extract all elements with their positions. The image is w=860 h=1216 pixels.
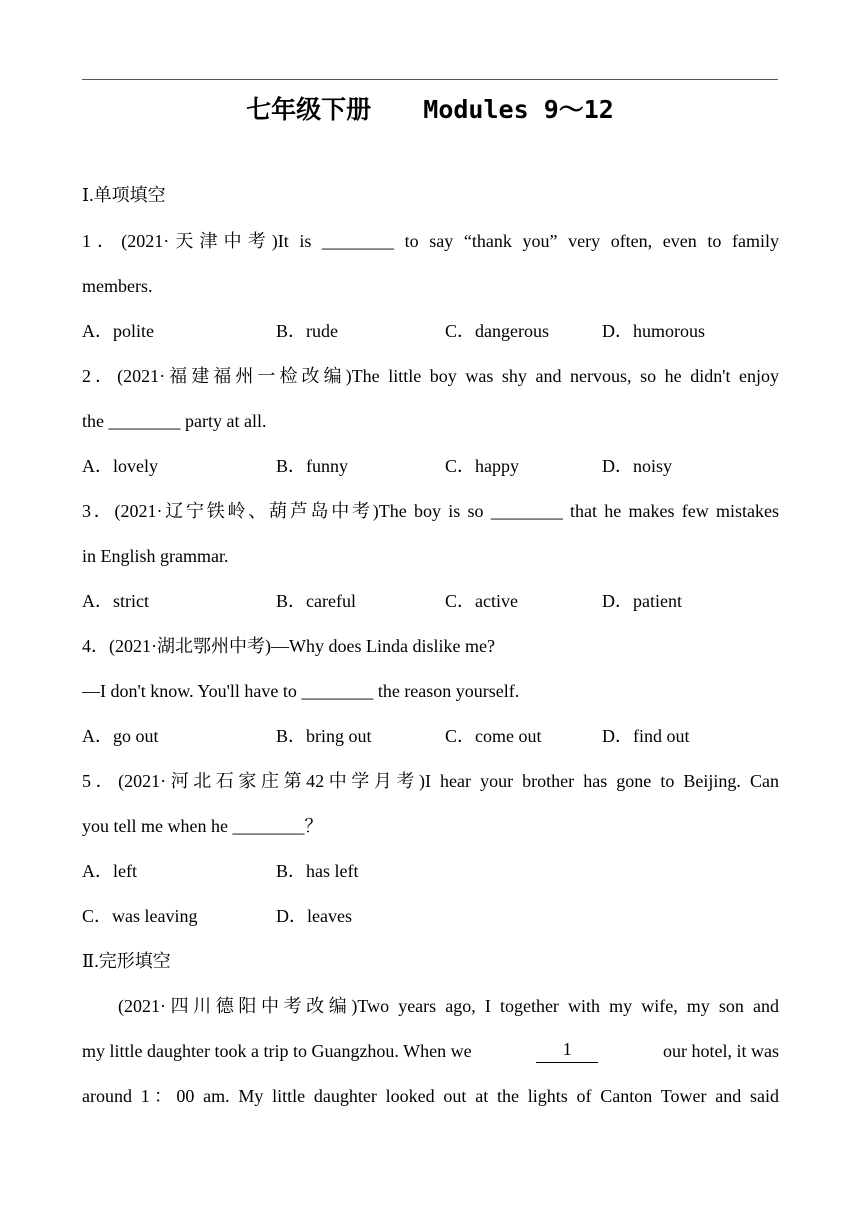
question-3-option-b: B．careful <box>276 591 356 611</box>
question-5-option-c: C．was leaving <box>82 906 198 926</box>
question-3-option-d: D．patient <box>602 591 682 611</box>
passage-line-3: around 1：00 am. My little daughter looked out at the lights of Canton Tower and said <box>82 1086 779 1106</box>
question-4-option-a: A．go out <box>82 726 159 746</box>
passage-line-2-end: our hotel, it was <box>663 1041 779 1061</box>
page-title-cn: 七年级下册 <box>246 95 372 124</box>
question-3-option-a: A．strict <box>82 591 149 611</box>
question-3-line-1: 3．(2021·辽宁铁岭、葫芦岛中考)The boy is so ________ that he makes few mistakes <box>82 501 779 521</box>
question-2-line-1: 2．(2021·福建福州一检改编)The little boy was shy and nervous, so he didn't enjoy <box>82 366 779 386</box>
question-1-option-d: D．humorous <box>602 321 705 341</box>
question-1-option-a: A．polite <box>82 321 154 341</box>
section-heading-single-choice: Ⅰ.单项填空 <box>82 185 166 205</box>
question-5-option-d: D．leaves <box>276 906 352 926</box>
page-title <box>0 90 860 126</box>
passage-line-2 <box>82 1039 779 1063</box>
question-4-line-1: 4．(2021·湖北鄂州中考)—Why does Linda dislike me? <box>82 636 495 656</box>
page-title-en: Modules 9～12 <box>423 95 614 124</box>
question-1-option-b: B．rude <box>276 321 338 341</box>
question-2-option-b: B．funny <box>276 456 348 476</box>
question-5-line-1: 5．(2021·河北石家庄第42中学月考)I hear your brother has gone to Beijing. Can <box>82 771 779 791</box>
section-heading-cloze: Ⅱ.完形填空 <box>82 951 171 971</box>
question-5-option-a: A．left <box>82 861 137 881</box>
question-4-option-c: C．come out <box>445 726 542 746</box>
question-3-option-c: C．active <box>445 591 518 611</box>
question-2-option-c: C．happy <box>445 456 519 476</box>
question-5-option-b: B．has left <box>276 861 359 881</box>
question-5-line-2: you tell me when he ________？ <box>82 816 323 836</box>
question-3-line-2: in English grammar. <box>82 546 229 566</box>
cloze-blank-1: 1 <box>536 1039 598 1063</box>
question-1-option-c: C．dangerous <box>445 321 549 341</box>
question-1-line-2: members. <box>82 276 153 296</box>
question-2-line-2: the ________ party at all. <box>82 411 267 431</box>
question-4-line-2: —I don't know. You'll have to ________ the reason yourself. <box>82 681 520 701</box>
question-1-line-1: 1．(2021·天津中考)It is ________ to say “thank you” very often, even to family <box>82 231 779 251</box>
question-4-option-b: B．bring out <box>276 726 372 746</box>
question-2-option-d: D．noisy <box>602 456 673 476</box>
passage-line-1: (2021·四川德阳中考改编)Two years ago, I together with my wife, my son and <box>118 996 779 1016</box>
question-2-option-a: A．lovely <box>82 456 158 476</box>
header-rule <box>82 79 778 80</box>
passage-line-2-start: my little daughter took a trip to Guangzhou. When we <box>82 1041 472 1061</box>
question-4-option-d: D．find out <box>602 726 690 746</box>
